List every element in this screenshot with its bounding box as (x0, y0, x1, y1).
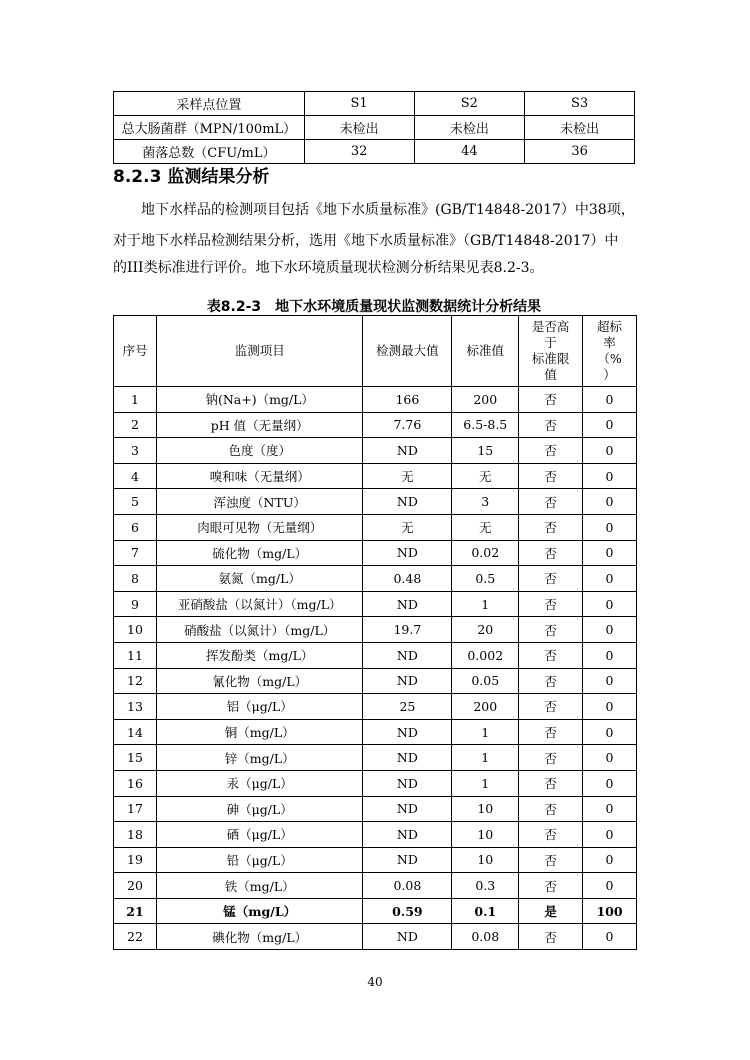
table-row (114, 822, 637, 848)
cell-standard-value: 20 (452, 617, 519, 643)
cell-standard-value: 无 (452, 463, 519, 489)
cell-max-value: ND (363, 489, 452, 515)
cell-exceed-rate: 0 (583, 591, 637, 617)
cell-max-value: ND (363, 668, 452, 694)
cell-exceeds-limit: 否 (519, 617, 583, 643)
table-row (114, 566, 637, 592)
cell-exceed-rate: 0 (583, 822, 637, 848)
cell-serial: 4 (114, 463, 157, 489)
cell-item: 氨氮（mg/L） (156, 566, 363, 592)
cell-item: 碘化物（mg/L） (156, 924, 363, 950)
cell-standard-value: 200 (452, 694, 519, 720)
cell-exceed-rate: 0 (583, 540, 637, 566)
cell-exceeds-limit: 否 (519, 438, 583, 464)
table-header-row (114, 316, 637, 387)
cell-serial: 20 (114, 873, 157, 899)
header-cell: S3 (525, 92, 635, 116)
cell-item: 硫化物（mg/L） (156, 540, 363, 566)
cell-item: 亚硝酸盐（以氮计）（mg/L） (156, 591, 363, 617)
cell-item: 铁（mg/L） (156, 873, 363, 899)
cell-max-value: ND (363, 591, 452, 617)
cell-item: 锌（mg/L） (156, 745, 363, 771)
cell-serial: 5 (114, 489, 157, 515)
cell-item: 铅（μg/L） (156, 847, 363, 873)
cell-exceeds-limit: 否 (519, 591, 583, 617)
cell-item: 砷（μg/L） (156, 796, 363, 822)
cell-standard-value: 10 (452, 847, 519, 873)
table-header-row (114, 92, 635, 116)
cell-exceed-rate: 0 (583, 387, 637, 413)
cell-max-value: 19.7 (363, 617, 452, 643)
cell-exceeds-limit: 否 (519, 694, 583, 720)
cell-max-value: 0.08 (363, 873, 452, 899)
cell-serial: 22 (114, 924, 157, 950)
cell-item: 氰化物（mg/L） (156, 668, 363, 694)
cell-max-value: 0.59 (363, 898, 452, 924)
cell-standard-value: 0.3 (452, 873, 519, 899)
cell-exceeds-limit: 否 (519, 745, 583, 771)
cell-exceed-rate: 0 (583, 847, 637, 873)
cell-exceeds-limit: 否 (519, 770, 583, 796)
cell-standard-value: 15 (452, 438, 519, 464)
cell-item: 钠(Na+)（mg/L） (156, 387, 363, 413)
cell-item: pH 值（无量纲） (156, 412, 363, 438)
cell-standard-value: 0.1 (452, 898, 519, 924)
cell-standard-value: 3 (452, 489, 519, 515)
cell-serial: 6 (114, 514, 157, 540)
cell-serial: 13 (114, 694, 157, 720)
cell-item: 汞（μg/L） (156, 770, 363, 796)
cell-exceed-rate: 0 (583, 514, 637, 540)
cell-exceeds-limit: 否 (519, 796, 583, 822)
cell-max-value: 25 (363, 694, 452, 720)
table-row (114, 745, 637, 771)
cell-exceed-rate: 0 (583, 412, 637, 438)
cell-exceeds-limit: 否 (519, 924, 583, 950)
cell-serial: 12 (114, 668, 157, 694)
table-row (114, 770, 637, 796)
cell-serial: 14 (114, 719, 157, 745)
cell-exceed-rate: 100 (583, 898, 637, 924)
cell-serial: 2 (114, 412, 157, 438)
table-body (114, 387, 637, 950)
cell-standard-value: 6.5-8.5 (452, 412, 519, 438)
paragraph-line: 的III类标准进行评价。地下水环境质量现状检测分析结果见表8.2-3。 (113, 260, 544, 276)
table-row (114, 796, 637, 822)
cell-standard-value: 无 (452, 514, 519, 540)
header-max-value: 检测最大值 (363, 316, 452, 387)
cell-exceed-rate: 0 (583, 438, 637, 464)
cell-max-value: ND (363, 745, 452, 771)
table-row (114, 514, 637, 540)
cell-max-value: ND (363, 822, 452, 848)
cell-standard-value: 1 (452, 591, 519, 617)
cell-exceed-rate: 0 (583, 745, 637, 771)
cell-item: 挥发酚类（mg/L） (156, 642, 363, 668)
cell-standard-value: 0.05 (452, 668, 519, 694)
cell-exceed-rate: 0 (583, 924, 637, 950)
cell-max-value: ND (363, 847, 452, 873)
cell-item: 铜（mg/L） (156, 719, 363, 745)
cell-exceeds-limit: 否 (519, 566, 583, 592)
table-row (114, 489, 637, 515)
cell-exceeds-limit: 否 (519, 463, 583, 489)
table-cell: 36 (525, 140, 635, 164)
table-row (114, 140, 635, 164)
table-row (114, 694, 637, 720)
cell-standard-value: 10 (452, 822, 519, 848)
header-standard-value: 标准值 (452, 316, 519, 387)
cell-item: 肉眼可见物（无量纲） (156, 514, 363, 540)
cell-serial: 21 (114, 898, 157, 924)
cell-exceed-rate: 0 (583, 770, 637, 796)
cell-max-value: 0.48 (363, 566, 452, 592)
cell-serial: 8 (114, 566, 157, 592)
cell-exceed-rate: 0 (583, 642, 637, 668)
cell-serial: 16 (114, 770, 157, 796)
cell-standard-value: 0.002 (452, 642, 519, 668)
paragraph-line: 地下水样品的检测项目包括《地下水质量标准》(GB/T14848-2017）中38项， (141, 202, 635, 218)
cell-max-value: ND (363, 438, 452, 464)
cell-exceed-rate: 0 (583, 617, 637, 643)
header-serial: 序号 (114, 316, 157, 387)
cell-standard-value: 1 (452, 745, 519, 771)
cell-max-value: ND (363, 642, 452, 668)
cell-max-value: ND (363, 796, 452, 822)
cell-max-value: 无 (363, 514, 452, 540)
cell-exceed-rate: 0 (583, 694, 637, 720)
table-cell: 32 (304, 140, 414, 164)
cell-max-value: 166 (363, 387, 452, 413)
cell-max-value: ND (363, 770, 452, 796)
cell-max-value: ND (363, 540, 452, 566)
table-cell: 44 (414, 140, 525, 164)
cell-item: 浑浊度（NTU） (156, 489, 363, 515)
cell-serial: 1 (114, 387, 157, 413)
cell-exceeds-limit: 是 (519, 898, 583, 924)
cell-max-value: 无 (363, 463, 452, 489)
cell-exceed-rate: 0 (583, 566, 637, 592)
cell-exceeds-limit: 否 (519, 514, 583, 540)
cell-item: 嗅和味（无量纲） (156, 463, 363, 489)
cell-standard-value: 0.02 (452, 540, 519, 566)
cell-standard-value: 1 (452, 719, 519, 745)
cell-exceeds-limit: 否 (519, 642, 583, 668)
cell-exceed-rate: 0 (583, 463, 637, 489)
cell-serial: 18 (114, 822, 157, 848)
cell-serial: 15 (114, 745, 157, 771)
section-heading: 8.2.3 监测结果分析 (113, 167, 270, 187)
cell-exceed-rate: 0 (583, 668, 637, 694)
table-row (114, 540, 637, 566)
table-cell: 未检出 (414, 116, 525, 140)
table-row (114, 412, 637, 438)
cell-serial: 17 (114, 796, 157, 822)
table-row (114, 387, 637, 413)
cell-serial: 3 (114, 438, 157, 464)
cell-exceeds-limit: 否 (519, 873, 583, 899)
cell-exceeds-limit: 否 (519, 847, 583, 873)
cell-exceeds-limit: 否 (519, 822, 583, 848)
cell-exceed-rate: 0 (583, 719, 637, 745)
table-caption: 表8.2-3 地下水环境质量现状监测数据统计分析结果 (206, 299, 542, 315)
cell-item: 铝（μg/L） (156, 694, 363, 720)
table-row (114, 898, 637, 924)
table-cell: 未检出 (304, 116, 414, 140)
cell-item: 硝酸盐（以氮计）（mg/L） (156, 617, 363, 643)
cell-exceeds-limit: 否 (519, 540, 583, 566)
table-row (114, 642, 637, 668)
cell-item: 锰（mg/L） (156, 898, 363, 924)
table-row (114, 617, 637, 643)
table-row (114, 116, 635, 140)
header-item: 监测项目 (156, 316, 363, 387)
cell-standard-value: 0.08 (452, 924, 519, 950)
cell-exceed-rate: 0 (583, 796, 637, 822)
header-cell: 采样点位置 (114, 92, 305, 116)
cell-exceeds-limit: 否 (519, 489, 583, 515)
groundwater-quality-table (113, 315, 637, 950)
table-row (114, 719, 637, 745)
table-row (114, 463, 637, 489)
cell-standard-value: 200 (452, 387, 519, 413)
cell-exceed-rate: 0 (583, 489, 637, 515)
cell-max-value: 7.76 (363, 412, 452, 438)
cell-standard-value: 0.5 (452, 566, 519, 592)
page-number: 40 (367, 975, 383, 989)
cell-serial: 11 (114, 642, 157, 668)
header-cell: S2 (414, 92, 525, 116)
table-row (114, 668, 637, 694)
cell-serial: 9 (114, 591, 157, 617)
table-cell: 总大肠菌群（MPN/100mL） (114, 116, 305, 140)
cell-max-value: ND (363, 924, 452, 950)
cell-exceeds-limit: 否 (519, 412, 583, 438)
table-row (114, 438, 637, 464)
table-row (114, 924, 637, 950)
cell-exceeds-limit: 否 (519, 387, 583, 413)
cell-max-value: ND (363, 719, 452, 745)
header-exceed-rate: 超标 率 （% ） (583, 316, 637, 387)
header-cell: S1 (304, 92, 414, 116)
header-exceeds-limit: 是否高 于 标准限 值 (519, 316, 583, 387)
cell-serial: 10 (114, 617, 157, 643)
cell-standard-value: 1 (452, 770, 519, 796)
table-row (114, 847, 637, 873)
table-row (114, 591, 637, 617)
table-cell: 未检出 (525, 116, 635, 140)
cell-exceeds-limit: 否 (519, 719, 583, 745)
cell-serial: 19 (114, 847, 157, 873)
paragraph-line: 对于地下水样品检测结果分析，选用《地下水质量标准》（GB/T14848-2017）中 (113, 233, 619, 249)
table-row (114, 873, 637, 899)
sampling-results-table (113, 91, 635, 164)
table-cell: 菌落总数（CFU/mL） (114, 140, 305, 164)
cell-exceed-rate: 0 (583, 873, 637, 899)
cell-standard-value: 10 (452, 796, 519, 822)
cell-exceeds-limit: 否 (519, 668, 583, 694)
cell-item: 硒（μg/L） (156, 822, 363, 848)
cell-serial: 7 (114, 540, 157, 566)
cell-item: 色度（度） (156, 438, 363, 464)
